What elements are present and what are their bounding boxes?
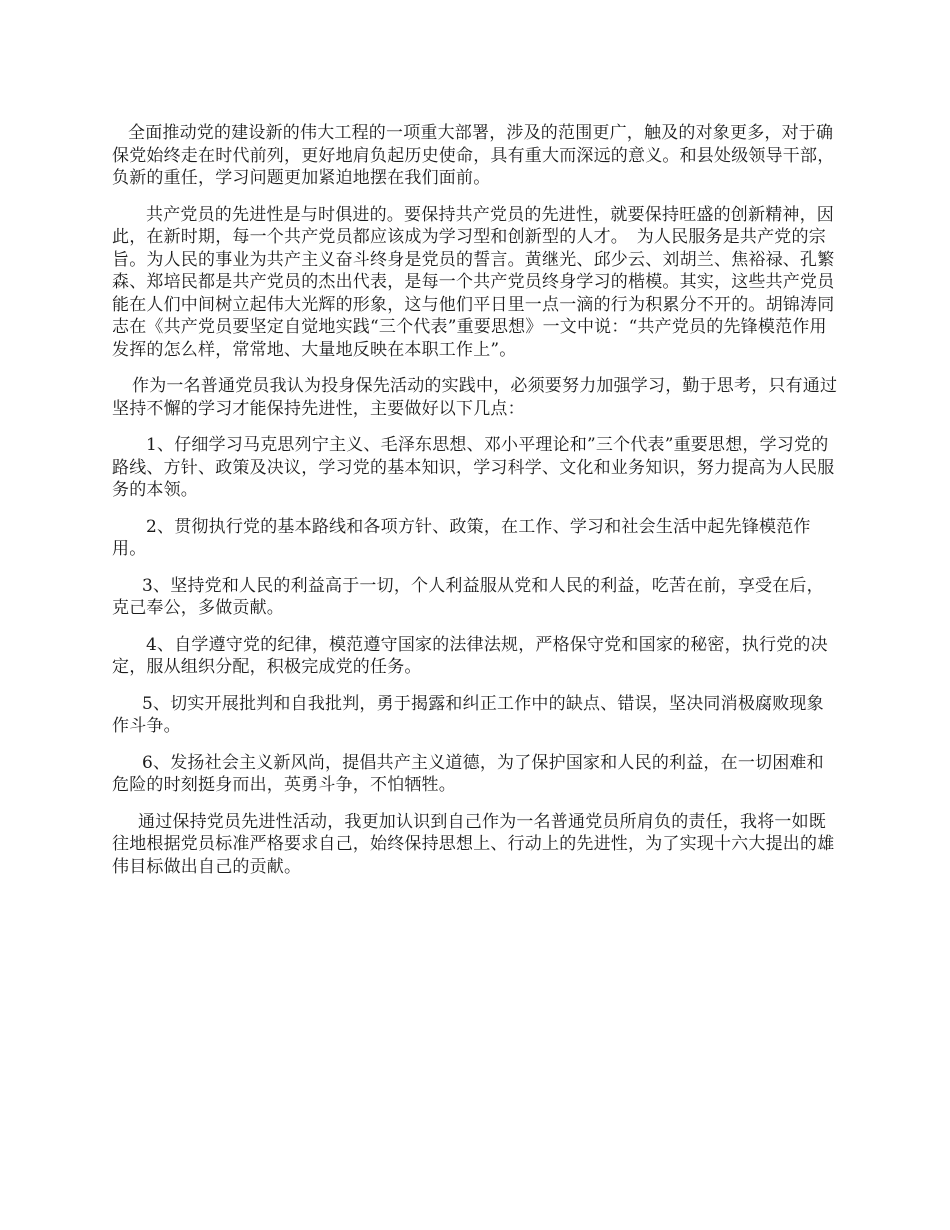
paragraph-approach: 作为一名普通党员我认为投身保先活动的实践中，必须要努力加强学习，勤于思考，只有通过坚持不懈的学习才能保持先进性，主要做好以下几点： [112, 376, 838, 419]
list-item-6: 6、发扬社会主义新风尚，提倡共产主义道德，为了保护国家和人民的利益，在一切困难和危险的时刻挺身而出，英勇斗争，不怕牺牲。 [112, 752, 824, 795]
list-item-4: 4、自学遵守党的纪律，模范遵守国家的法律法规，严格保守党和国家的秘密，执行党的决定，服从组织分配，积极完成党的任务。 [112, 634, 828, 677]
list-item-5: 5、切实开展批判和自我批判，勇于揭露和纠正工作中的缺点、错误，坚决同消极腐败现象作斗争。 [112, 693, 824, 736]
document-body [112, 122, 839, 892]
paragraph-conclusion: 通过保持党员先进性活动，我更加认识到自己作为一名普通党员所肩负的责任，我将一如既往地根据党员标准严格要求自己，始终保持思想上、行动上的先进性，为了实现十六大提出的雄伟目标做出自己的贡献。 [112, 811, 835, 877]
paragraph-advancement: 共产党员的先进性是与时俱进的。要保持共产党员的先进性，就要保持旺盛的创新精神，因此，在新时期，每一个共产党员都应该成为学习型和创新型的人才。 为人民服务是共产党的宗旨。为人民的事业为共产主义奋斗终身是党员的誓言。黄继光、邱少云、刘胡兰、焦裕禄、孔繁森、郑培民都是共产党员的杰出代表，是每一个共产党员终身学习的楷模。其实，这些共产党员能在人们中间树立起伟大光辉的形象，这与他们平日里一点一滴的行为积累分不开的。胡锦涛同志在《共产党员要坚定自觉地实践“三个代表”重要思想》一文中说：“共产党员的先锋模范作用发挥的怎么样，常常地、大量地反映在本职工作上”。 [112, 204, 835, 360]
list-item-2: 2、贯彻执行党的基本路线和各项方针、政策，在工作、学习和社会生活中起先锋模范作用。 [112, 516, 811, 559]
list-item-1: 1、仔细学习马克思列宁主义、毛泽东思想、邓小平理论和”三个代表”重要思想，学习党的路线、方针、政策及决议，学习党的基本知识，学习科学、文化和业务知识，努力提高为人民服务的本领。 [112, 435, 835, 500]
list-item-3: 3、坚持党和人民的利益高于一切，个人利益服从党和人民的利益，吃苦在前，享受在后，克己奉公，多做贡献。 [112, 575, 824, 618]
paragraph-intro: 全面推动党的建设新的伟大工程的一项重大部署，涉及的范围更广，触及的对象更多，对于确保党始终走在时代前列，更好地肩负起历史使命，具有重大而深远的意义。和县处级领导干部，负新的重任，学习问题更加紧迫地摆在我们面前。 [112, 123, 835, 188]
